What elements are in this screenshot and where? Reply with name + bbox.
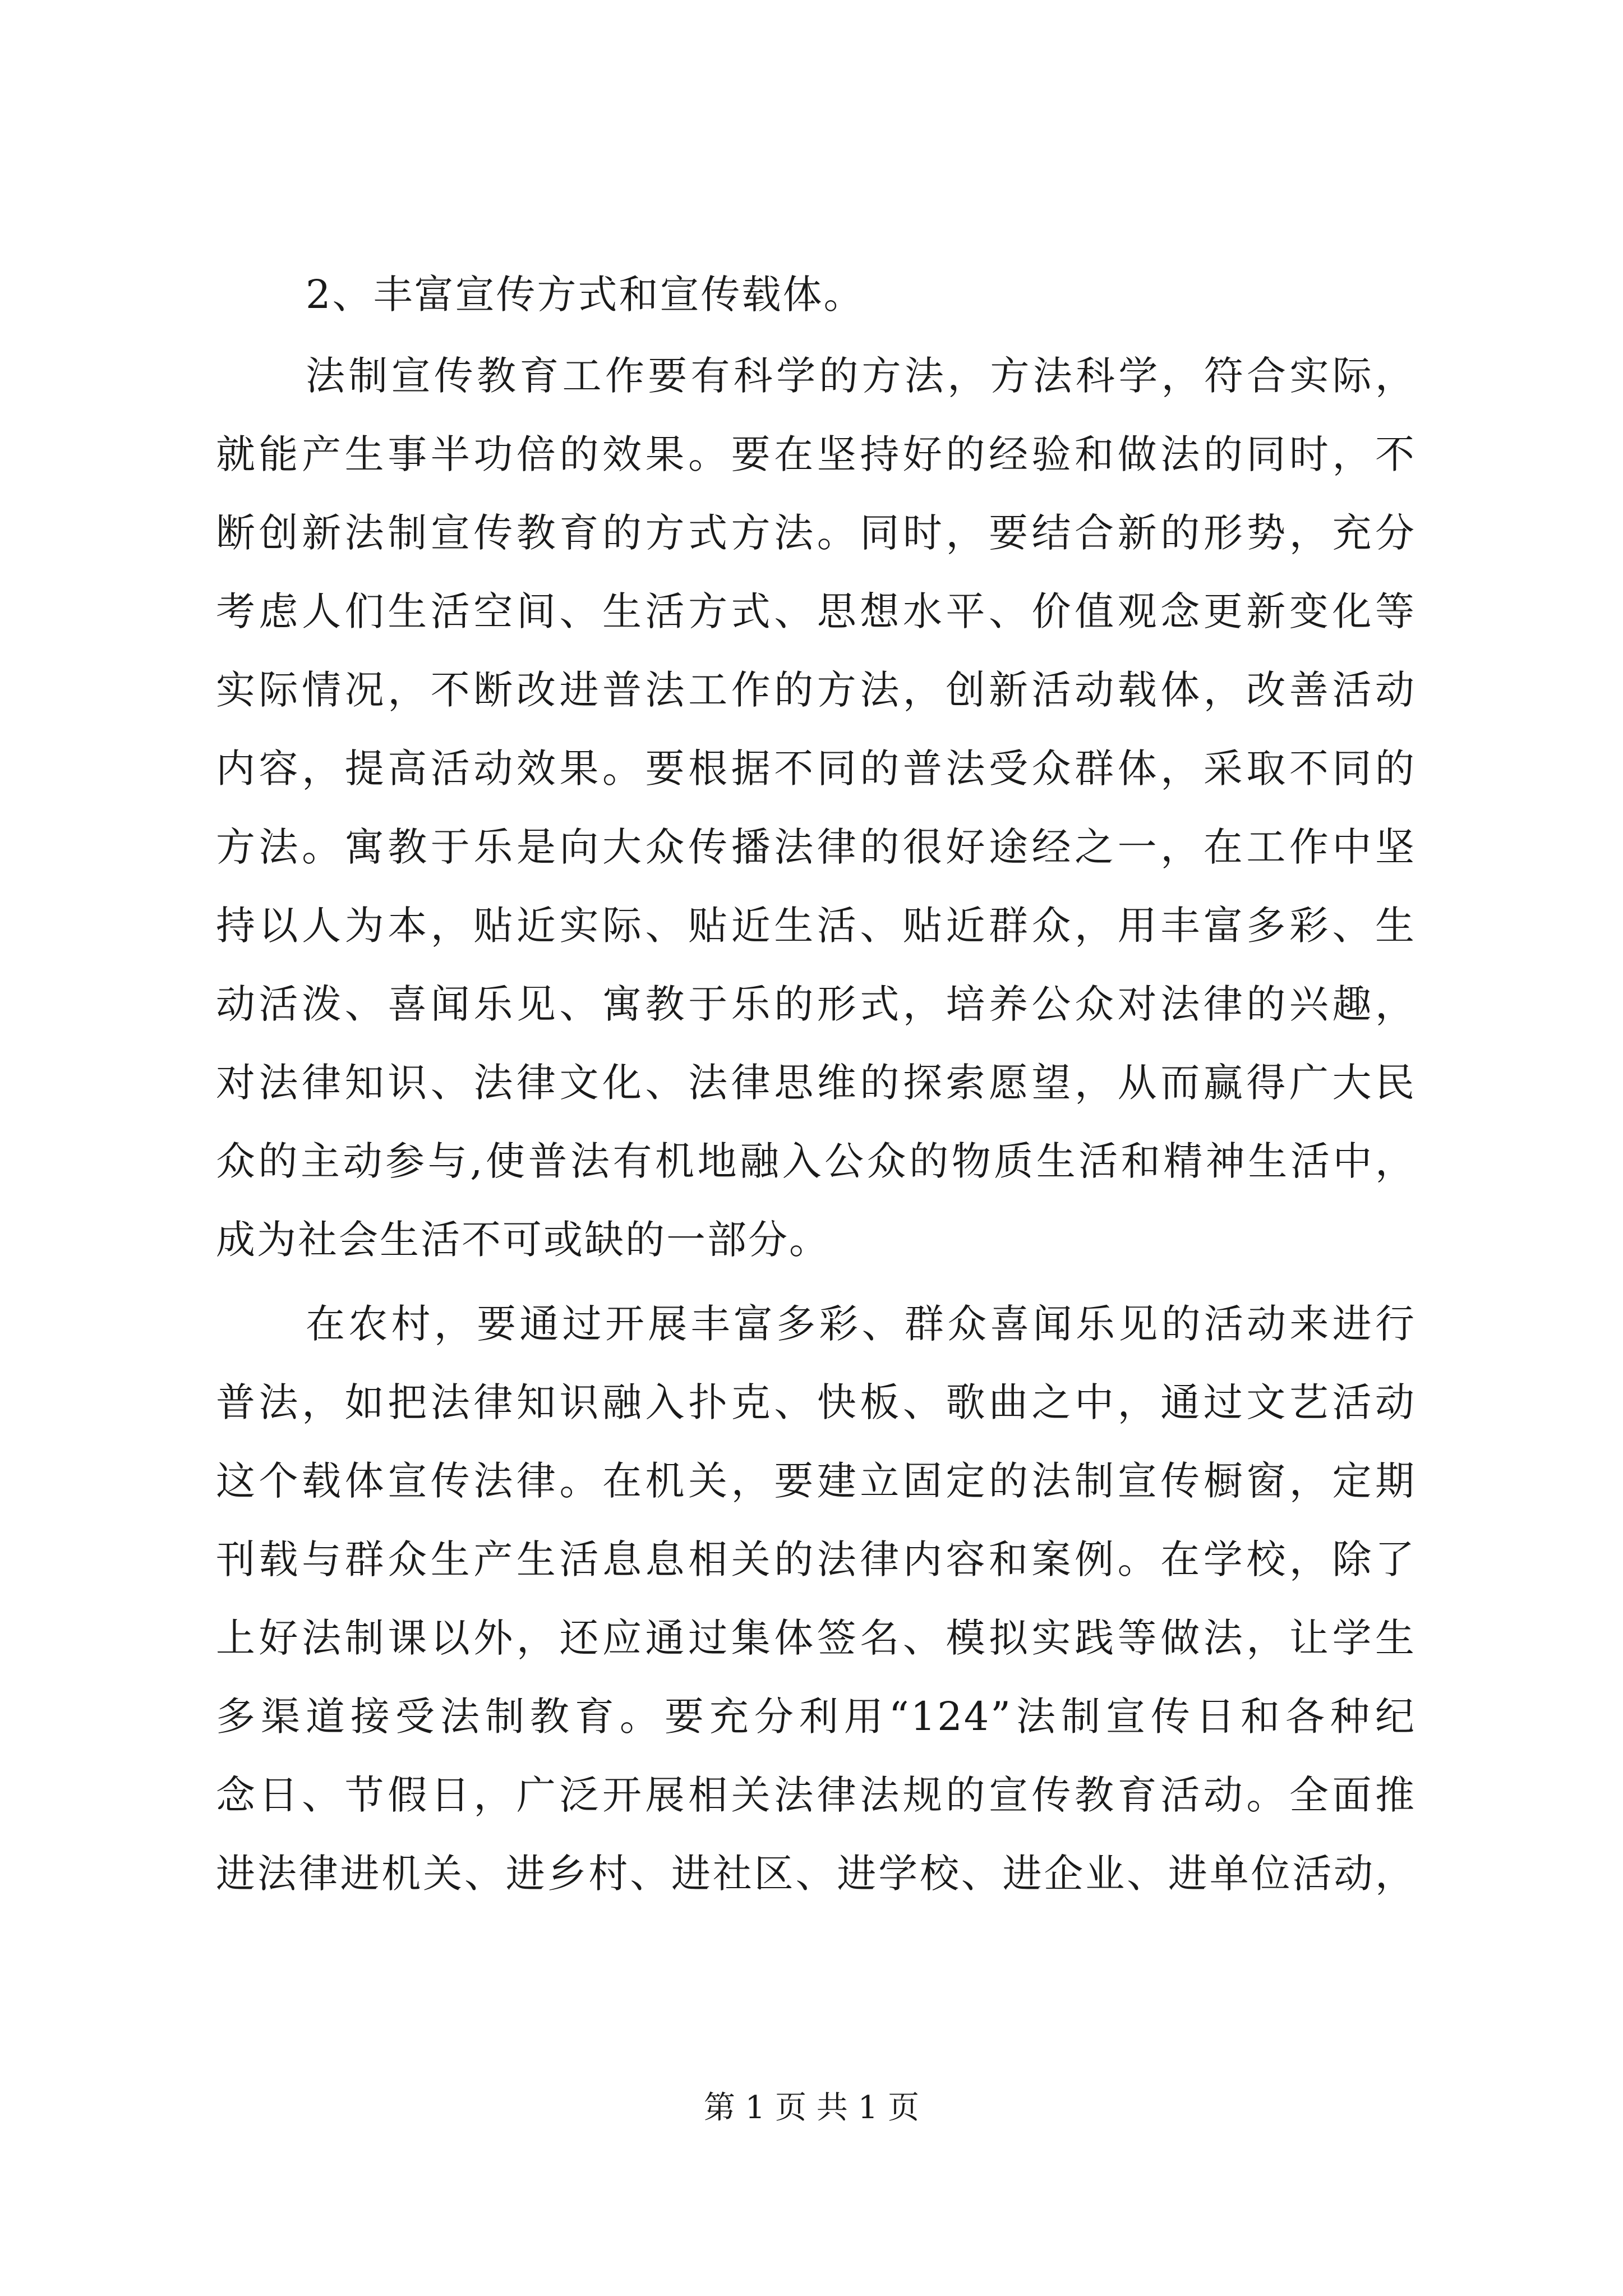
paragraph-line: 这个载体宣传法律。在机关，要建立固定的法制宣传橱窗，定期 xyxy=(216,1458,1416,1504)
section-heading: 2、丰富宣传方式和宣传载体。 xyxy=(306,272,865,318)
paragraph-line: 念日、节假日，广泛开展相关法律法规的宣传教育活动。全面推 xyxy=(216,1772,1416,1818)
paragraph-line: 就能产生事半功倍的效果。要在坚持好的经验和做法的同时，不 xyxy=(216,431,1416,477)
paragraph-line: 上好法制课以外，还应通过集体签名、模拟实践等做法，让学生 xyxy=(216,1615,1416,1661)
paragraph-line: 成为社会生活不可或缺的一部分。 xyxy=(216,1217,830,1263)
paragraph-line: 普法，如把法律知识融入扑克、快板、歌曲之中，通过文艺活动 xyxy=(216,1379,1416,1425)
paragraph-line: 刊载与群众生产生活息息相关的法律内容和案例。在学校，除了 xyxy=(216,1536,1416,1582)
paragraph-line: 法制宣传教育工作要有科学的方法，方法科学，符合实际， xyxy=(306,353,1416,399)
paragraph-line: 断创新法制宣传教育的方式方法。同时，要结合新的形势，充分 xyxy=(216,510,1416,556)
paragraph-line: 实际情况，不断改进普法工作的方法，创新活动载体，改善活动 xyxy=(216,667,1416,713)
paragraph-line: 对法律知识、法律文化、法律思维的探索愿望，从而赢得广大民 xyxy=(216,1060,1416,1106)
paragraph-line: 在农村，要通过开展丰富多彩、群众喜闻乐见的活动来进行 xyxy=(306,1301,1416,1347)
paragraph-line: 进法律进机关、进乡村、进社区、进学校、进企业、进单位活动， xyxy=(216,1851,1416,1897)
paragraph-line: 持以人为本，贴近实际、贴近生活、贴近群众，用丰富多彩、生 xyxy=(216,903,1416,949)
page-number-footer: 第 1 页 共 1 页 xyxy=(703,2090,920,2126)
paragraph-line: 众的主动参与,使普法有机地融入公众的物质生活和精神生活中， xyxy=(216,1138,1416,1184)
paragraph-line: 内容，提高活动效果。要根据不同的普法受众群体，采取不同的 xyxy=(216,746,1416,792)
paragraph-line: 动活泼、喜闻乐见、寓教于乐的形式，培养公众对法律的兴趣， xyxy=(216,981,1416,1027)
paragraph-line: 多渠道接受法制教育。要充分利用“124”法制宣传日和各种纪 xyxy=(216,1694,1416,1740)
paragraph-line: 考虑人们生活空间、生活方式、思想水平、价值观念更新变化等 xyxy=(216,588,1416,634)
paragraph-line: 方法。寓教于乐是向大众传播法律的很好途经之一，在工作中坚 xyxy=(216,824,1416,870)
